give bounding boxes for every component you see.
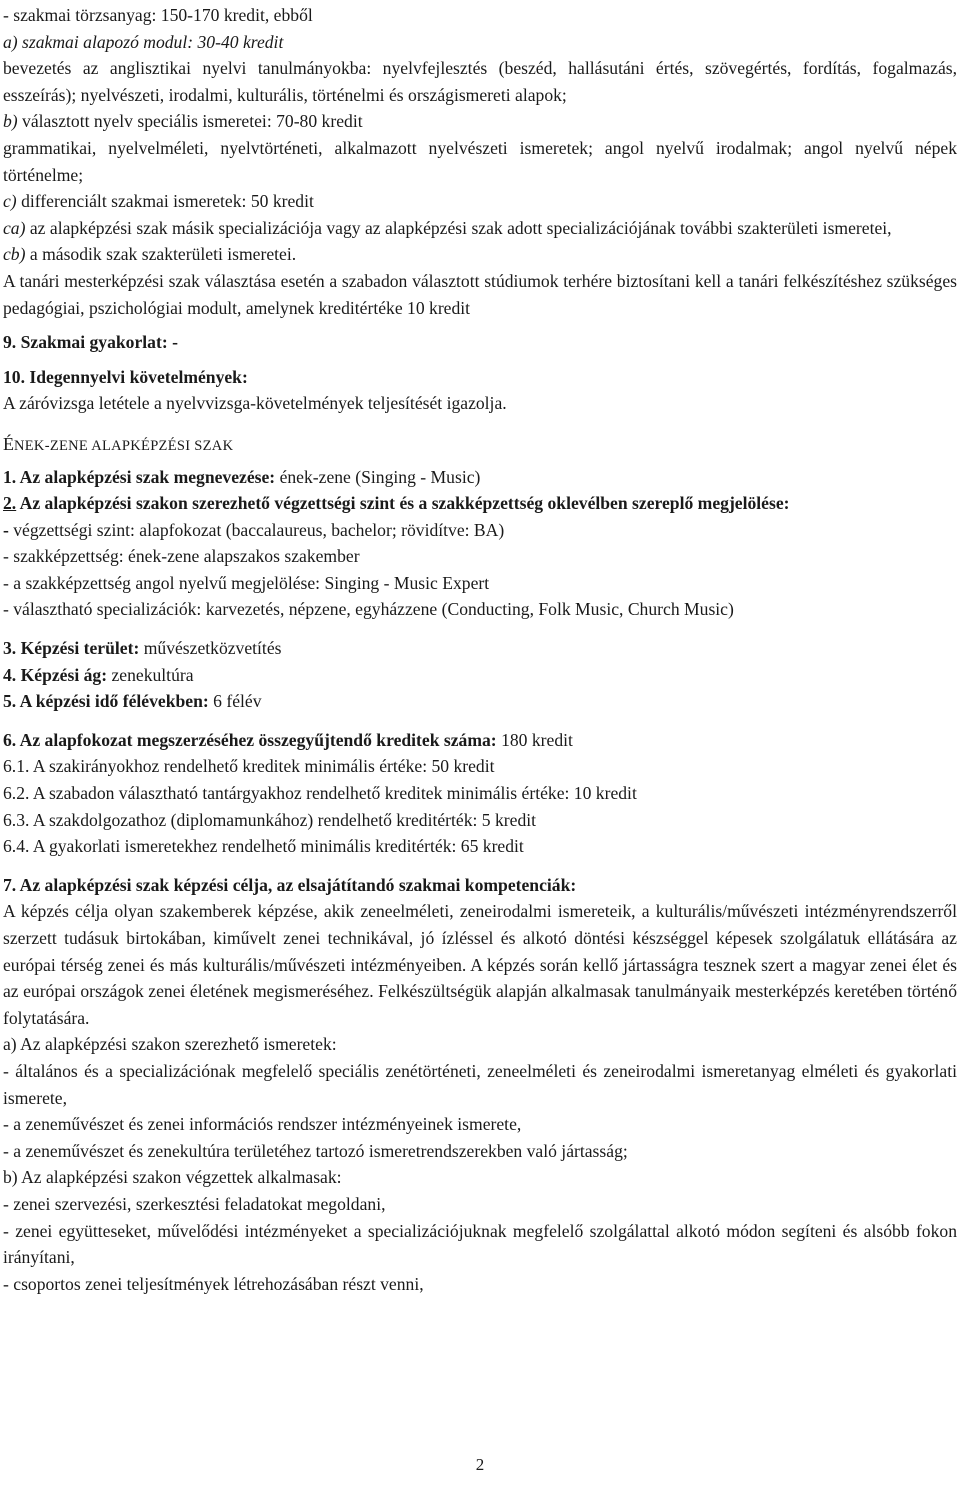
intro-paragraph: A tanári mesterképzési szak választása esetén a szabadon választott stúdiumok terhére biztosítani kell a tanári felkészítéshez szükséges pedagógiai, pszichológiai modult, amelynek kreditértéke 10 kredit [3,270,957,318]
item-2-line: - szakképzettség: ének-zene alapszakos szakember [3,546,360,567]
item-7-a-heading: a) Az alapképzési szakon szerezhető ismeretek: [3,1034,337,1055]
page-number: 2 [475,1455,485,1474]
item-7-b-line: - zenei együtteseket, művelődési intézményeket a specializációjuknak megfelelő szolgálattal alkotó módon segíteni és alsóbb fokon irányítani, [3,1220,957,1268]
item-6-sub: 6.1. A szakirányokhoz rendelhető kreditek minimális értéke: 50 kredit [3,756,495,777]
item-6-sub: 6.3. A szakdolgozathoz (diplomamunkához) rendelhető kreditérték: 5 kredit [3,809,537,830]
document-page [3,2,957,1297]
item-6: 6. Az alapfokozat megszerzéséhez összegyűjtendő kreditek száma: 180 kredit [3,729,573,750]
item-2-heading: 2. Az alapképzési szakon szerezhető végzettségi szint és a szakképzettség oklevélben szereplő megjelölése: [3,493,790,514]
intro-paragraph: bevezetés az anglisztikai nyelvi tanulmányokba: nyelvfejlesztés (beszéd, hallásutáni értés, szövegértés, fordítás, fogalmazás, esszeírás); nyelvészeti, irodalmi, kulturális, történelmi és országismereti alapok; [3,58,957,105]
item-7-a-line: - a zeneművészet és zenei információs rendszer intézményeinek ismerete, [3,1114,522,1135]
document-title: ÉNEK-ZENE ALAPKÉPZÉSI SZAK [3,433,234,454]
item-1: 1. Az alapképzési szak megnevezése: ének-zene (Singing - Music) [3,466,481,487]
intro-line: - szakmai törzsanyag: 150-170 kredit, ebből [3,5,313,25]
item-6-sub: 6.4. A gyakorlati ismeretekhez rendelhető minimális kreditérték: 65 kredit [3,836,524,857]
item-2-line: - a szakképzettség angol nyelvű megjelölése: Singing - Music Expert [3,572,490,593]
item-7-b-heading: b) Az alapképzési szakon végzettek alkalmasak: [3,1167,342,1188]
section-9-heading: 9. Szakmai gyakorlat: - [3,332,178,353]
section-10-heading: 10. Idegennyelvi követelmények: [3,366,248,387]
intro-line: a) szakmai alapozó modul: 30-40 kredit [3,31,284,52]
section-10-text: A záróvizsga letétele a nyelvvizsga-követelmények teljesítését igazolja. [3,393,507,414]
item-7-a-line: - a zeneművészet és zenekultúra területéhez tartozó ismeretrendszerekben való jártasság; [3,1140,628,1161]
item-4: 4. Képzési ág: zenekultúra [3,664,194,685]
item-3: 3. Képzési terület: művészetközvetítés [3,638,282,659]
item-7-a-line: - általános és a specializációnak megfelelő speciális zenétörténeti, zeneelméleti és zeneirodalmi ismeretanyag elméleti és gyakorlati ismerete, [3,1060,957,1108]
item-5: 5. A képzési idő félévekben: 6 félév [3,691,262,712]
intro-paragraph: ca) az alapképzési szak másik specializációja vagy az alapképzési szak adott specializációjának további szakterületi ismeretei, [3,217,892,238]
item-7-heading: 7. Az alapképzési szak képzési célja, az elsajátítandó szakmai kompetenciák: [3,874,577,895]
item-7-text: A képzés célja olyan szakemberek képzése, akik zeneelméleti, zeneirodalmi ismereteik, a kulturális/művészeti intézményrendszerről szerzett tudásuk birtokában, kiművelt zenei technikával, jó ízléssel és alkotó döntési készséggel képesek szolgálatuk ellátására az európai térség zenei és más kulturális/művészeti intézményeiben. A képzés során kellő jártasságra tesznek szert a magyar zenei élet és az európai országok zenei életének megismeréséhez. Felkészültségük alapján alkalmasak tanulmányaik mesterképzés keretében történő folytatására. [3,901,957,1028]
intro-line: b) választott nyelv speciális ismeretei: 70-80 kredit [3,111,363,132]
intro-line: cb) a második szak szakterületi ismeretei. [3,244,297,265]
item-2-line: - választható specializációk: karvezetés, népzene, egyházzene (Conducting, Folk Music, Church Music) [3,599,734,620]
intro-line: c) differenciált szakmai ismeretek: 50 kredit [3,191,314,212]
item-6-sub: 6.2. A szabadon választható tantárgyakhoz rendelhető kreditek minimális értéke: 10 kredit [3,783,637,804]
intro-paragraph: grammatikai, nyelvelméleti, nyelvtörténeti, alkalmazott nyelvészeti ismeretek; angol nyelvű irodalmak; angol nyelvű népek történelme; [3,137,957,185]
item-2-line: - végzettségi szint: alapfokozat (baccalaureus, bachelor; rövidítve: BA) [3,519,505,540]
item-7-b-line: - csoportos zenei teljesítmények létrehozásában részt venni, [3,1273,424,1294]
item-7-b-line: - zenei szervezési, szerkesztési feladatokat megoldani, [3,1193,386,1214]
